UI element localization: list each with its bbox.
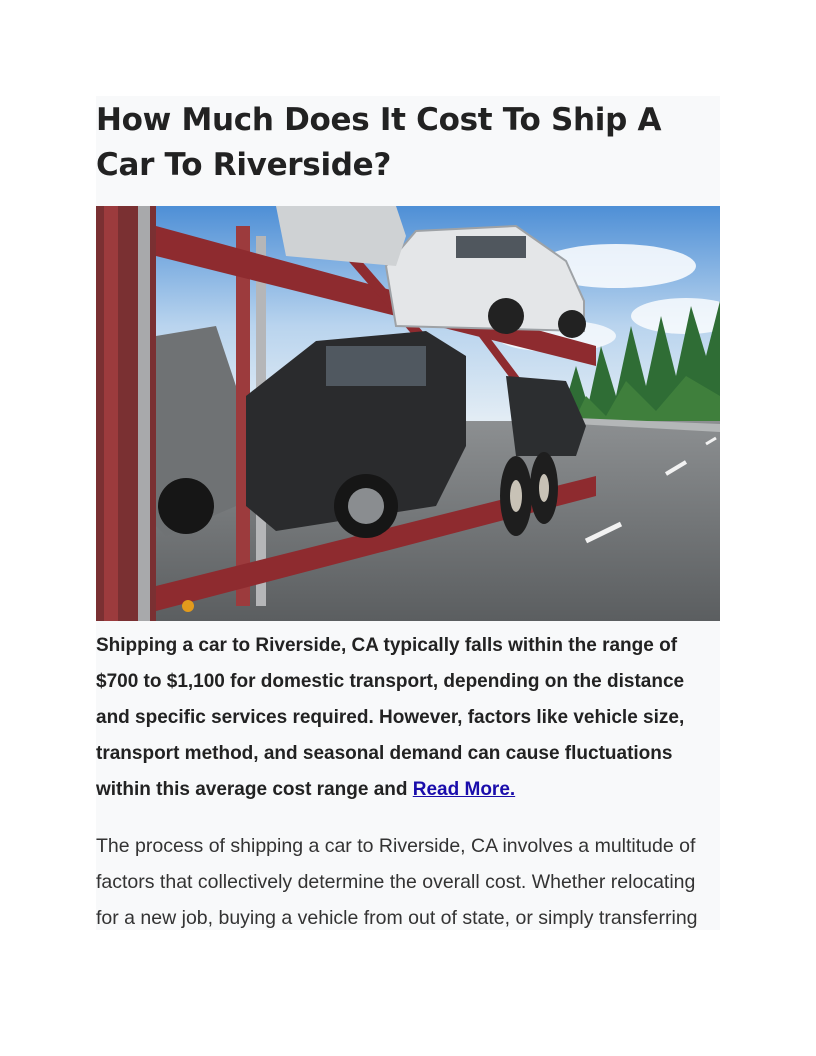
- trailer-post: [138, 206, 150, 621]
- trailer-hub: [539, 474, 549, 502]
- trailer-post: [104, 206, 118, 621]
- hero-image: [96, 206, 720, 621]
- body-paragraph: The process of shipping a car to Riverside, CA involves a multitude of factors that collectively determine the overall cost. Whether relocating for a new job, buying a vehicle from out of state, or simply transferring: [96, 835, 698, 929]
- trailer-light: [182, 600, 194, 612]
- car-wheel: [558, 310, 586, 338]
- car-hubcap: [348, 488, 384, 524]
- article-title: How Much Does It Cost To Ship A Car To Riverside?: [96, 102, 662, 183]
- article-content: [96, 96, 720, 930]
- car-window: [456, 236, 526, 258]
- car-window: [326, 346, 426, 386]
- lead-text: Shipping a car to Riverside, CA typically falls within the range of $700 to $1,100 for domestic transport, depending on the distance and specific services required. However, factors like vehicle size, transport method, and seasonal demand can cause fluctuations within this average cost range and: [96, 635, 685, 800]
- car-wheel: [158, 478, 214, 534]
- read-more-link[interactable]: Read More.: [412, 779, 516, 800]
- car-wheel: [488, 298, 524, 334]
- trailer-hub: [510, 480, 522, 512]
- lead-paragraph: [96, 628, 720, 808]
